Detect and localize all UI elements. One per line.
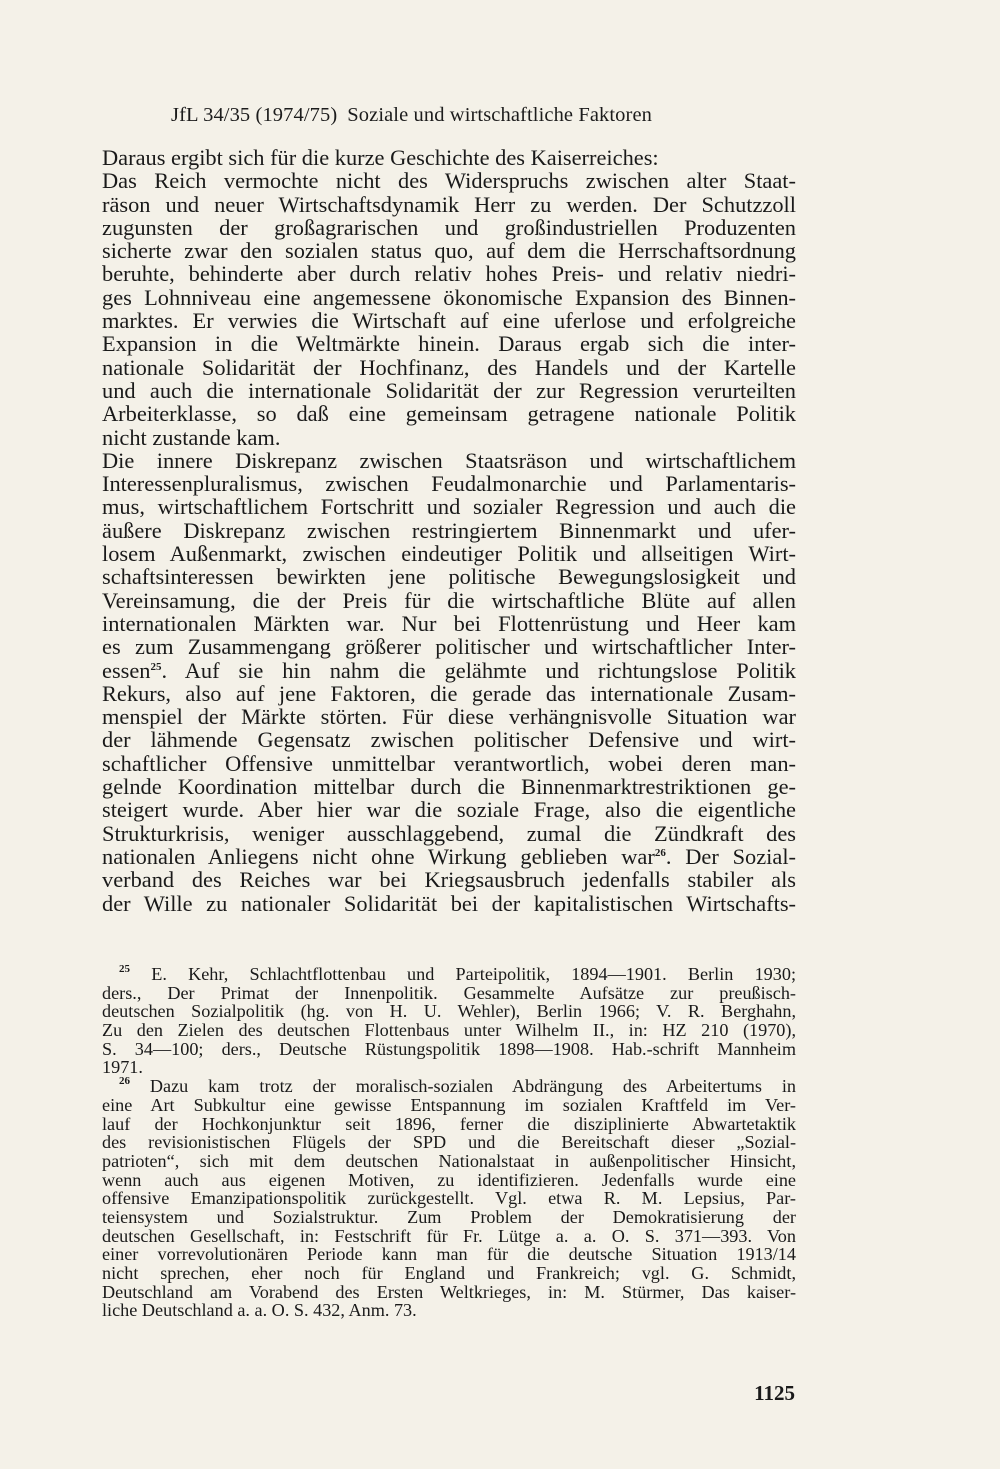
- footnote-ref-26: 26: [654, 846, 666, 859]
- text-line: schaftlicher Offensive unmittelbar verantwortlich, wobei deren man-: [102, 750, 796, 776]
- text-line: Rekurs, also auf jene Faktoren, die gerade das internationale Zusam-: [102, 680, 796, 706]
- footnote-26-line: $^{26}$ Dazu kam trotz der moralisch-sozialen Abdrängung des Arbeitertums in: [119, 1075, 796, 1097]
- text-line: menspiel der Märkte störten. Für diese verhängnisvolle Situation war: [102, 704, 796, 730]
- footnote-26-line: Deutschland am Vorabend des Ersten Weltkrieges, in: M. Stürmer, Das kaiser-: [102, 1281, 796, 1302]
- footnote-26-line: nicht sprechen, eher noch für England und Frankreich; vgl. G. Schmidt,: [102, 1263, 796, 1283]
- running-header: [171, 104, 811, 127]
- chapter-title: Soziale und wirtschaftliche Faktoren: [347, 104, 653, 126]
- footnote-ref-25: 25: [150, 660, 162, 673]
- text-line-with-footnote-ref: [102, 845, 796, 868]
- footnote-number-26: 26: [119, 1075, 130, 1088]
- footnote-26-line: offensive Emanzipationspolitik zurückgestellt. Vgl. etwa R. M. Lepsius, Par-: [102, 1188, 796, 1209]
- footnote-26-line: lauf der Hochkonjunktur seit 1896, ferner die disziplinierte Abwartetaktik: [102, 1113, 796, 1134]
- footnotes: [102, 965, 796, 1320]
- text-line-with-footnote-ref: [102, 659, 796, 682]
- text-line: sicherte zwar den sozialen status quo, auf dem die Herrschaftsordnung: [102, 238, 796, 264]
- footnote-26-line: des revisionistischen Flügels der SPD und die Bereitschaft dieser „Sozial-: [102, 1132, 796, 1153]
- text-line: Strukturkrisis, weniger ausschlaggebend, zumal die Zündkraft des: [102, 820, 796, 846]
- text-fragment: essen: [102, 657, 151, 683]
- text-fragment: nationalen Anliegens nicht ohne Wirkung geblieben war: [102, 843, 655, 869]
- text-line: losem Außenmarkt, zwischen eindeutiger Politik und allseitigen Wirt-: [102, 541, 796, 567]
- text-line: Expansion in die Weltmärkte hinein. Daraus ergab sich die inter-: [102, 331, 796, 357]
- text-line: Vereinsamung, die der Preis für die wirtschaftliche Blüte auf allen: [102, 587, 796, 613]
- text-line: gelnde Koordination mittelbar durch die Binnenmarktrestriktionen ge-: [102, 774, 796, 800]
- text-line: verband des Reiches war bei Kriegsausbruch jedenfalls stabiler als: [102, 867, 796, 893]
- footnote-26-line: teiensystem und Sozialstruktur. Zum Problem der Demokratisierung der: [102, 1206, 796, 1227]
- text-line: beruhte, behinderte aber durch relativ hohes Preis- und relativ niedri-: [102, 261, 796, 287]
- text-fragment: . Auf sie hin nahm die gelähmte und richtungslose Politik: [161, 657, 796, 683]
- footnote-25-line: 1971.: [102, 1057, 143, 1078]
- text-line: marktes. Er verwies die Wirtschaft auf eine uferlose und erfolgreiche: [102, 308, 796, 334]
- text-line: der Wille zu nationaler Solidarität bei der kapitalistischen Wirtschafts-: [102, 890, 796, 916]
- text-line: Interessenpluralismus, zwischen Feudalmonarchie und Parlamentaris-: [102, 471, 796, 497]
- text-line: ges Lohnniveau eine angemessene ökonomische Expansion des Binnen-: [102, 284, 796, 310]
- text-line: Das Reich vermochte nicht des Widerspruchs zwischen alter Staat-: [102, 168, 796, 194]
- page-number: 1125: [754, 1381, 795, 1405]
- text-line: zugunsten der großagrarischen und großindustriellen Produzenten: [102, 214, 796, 240]
- footnote-25-line: Zu den Zielen des deutschen Flottenbaus unter Wilhelm II., in: HZ 210 (1970),: [102, 1020, 796, 1041]
- text-line: räson und neuer Wirtschaftsdynamik Herr zu werden. Der Schutzzoll: [102, 191, 796, 217]
- text-line: nicht zustande kam.: [102, 424, 281, 450]
- text-line: mus, wirtschaftlichem Fortschritt und sozialer Regression und auch die: [102, 494, 796, 520]
- text-fragment: . Der Sozial-: [665, 843, 796, 869]
- footnote-26-line: wenn auch aus eigenen Motiven, zu identifizieren. Jedenfalls wurde eine: [102, 1169, 796, 1190]
- text-line: nationale Solidarität der Hochfinanz, des Handels und der Kartelle: [102, 354, 796, 380]
- text-line: äußere Diskrepanz zwischen restringiertem Binnenmarkt und ufer-: [102, 517, 796, 543]
- footnote-26-line: eine Art Subkultur eine gewisse Entspannung im sozialen Kraftfeld im Ver-: [102, 1094, 796, 1115]
- footnote-25-line: deutschen Sozialpolitik (hg. von H. U. Wehler), Berlin 1966; V. R. Berghahn,: [102, 1001, 796, 1022]
- footnote-25-line: S. 34—100; ders., Deutsche Rüstungspolitik 1898—1908. Hab.-schrift Mannheim: [102, 1038, 796, 1059]
- footnote-25-line: ders., Der Primat der Innenpolitik. Gesammelte Aufsätze zur preußisch-: [102, 982, 796, 1003]
- footnote-26-line: einer vorrevolutionären Periode kann man für die deutsche Situation 1913/14: [102, 1244, 796, 1265]
- footnote-26-line: deutschen Gesellschaft, in: Festschrift für Fr. Lütge a. a. O. S. 371—393. Von: [102, 1225, 796, 1246]
- footnote-26-line: liche Deutschland a. a. O. S. 432, Anm. 73.: [102, 1300, 417, 1321]
- text-line: steigert wurde. Aber hier war die soziale Frage, also die eigentliche: [102, 797, 796, 823]
- footnote-number-25: 25: [119, 963, 130, 975]
- text-line: Arbeiterklasse, so daß eine gemeinsam getragene nationale Politik: [102, 401, 796, 427]
- text-line: es zum Zusammengang größerer politischer und wirtschaftlicher Inter-: [102, 634, 796, 660]
- body-text: [102, 146, 796, 915]
- footnote-26-line: patrioten“, sich mit dem deutschen Nationalstaat in außenpolitischer Hinsicht,: [102, 1150, 796, 1171]
- text-line: und auch die internationale Solidarität der zur Regression verurteilten: [102, 377, 796, 403]
- text-line: internationalen Märkten war. Nur bei Flottenrüstung und Heer kam: [102, 610, 796, 636]
- journal-reference: JfL 34/35 (1974/75): [171, 104, 338, 126]
- footnote-25-line: $^{25}$ E. Kehr, Schlachtflottenbau und Parteipolitik, 1894—1901. Berlin 1930;: [119, 963, 797, 984]
- text-line: Daraus ergibt sich für die kurze Geschichte des Kaiserreiches:: [102, 145, 659, 170]
- text-line: Die innere Diskrepanz zwischen Staatsräson und wirtschaftlichem: [102, 447, 796, 473]
- text-line: schaftsinteressen bewirkten jene politische Bewegungslosigkeit und: [102, 564, 796, 590]
- text-line: der lähmende Gegensatz zwischen politischer Defensive und wirt-: [102, 727, 796, 753]
